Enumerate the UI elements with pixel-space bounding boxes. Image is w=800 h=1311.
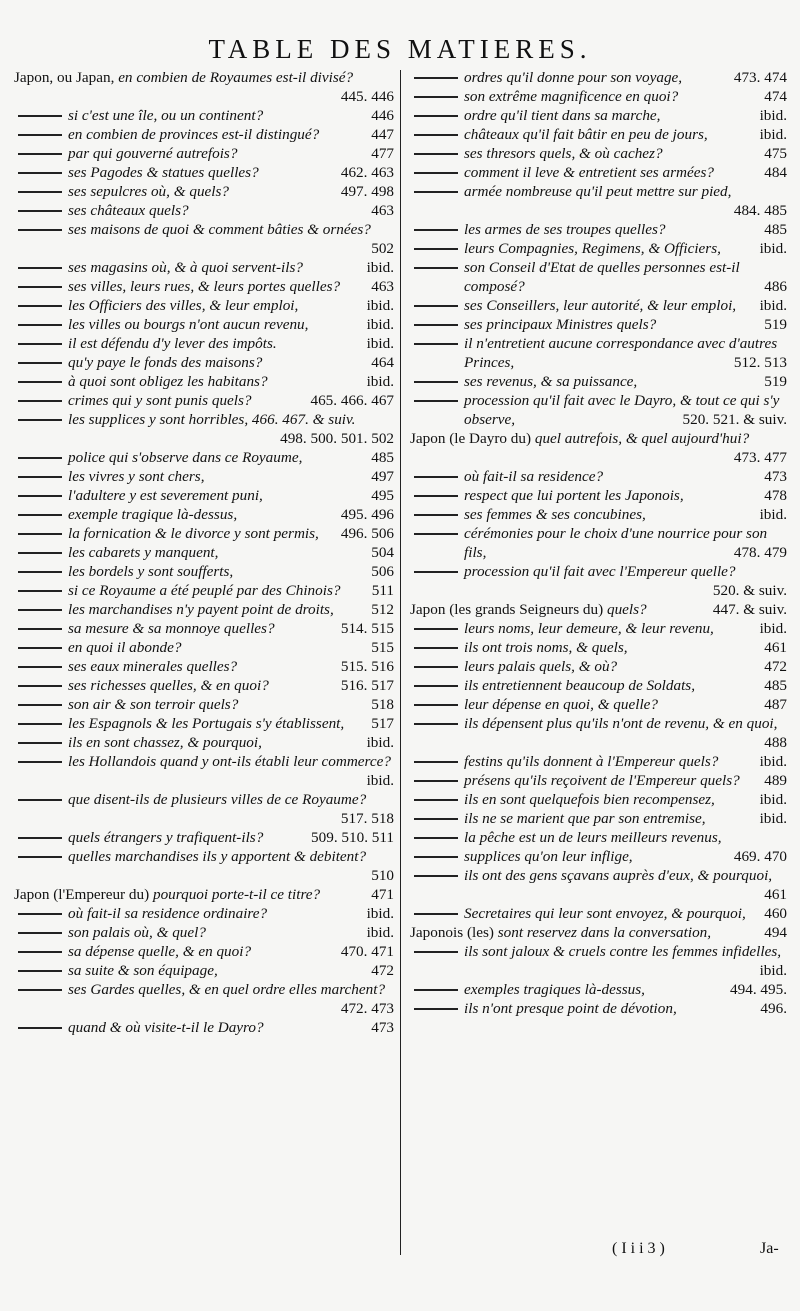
entry-text: où fait-il sa residence? bbox=[464, 468, 604, 485]
index-entry bbox=[410, 942, 787, 980]
entry-text: quel autrefois, & quel aujourd'hui? bbox=[534, 430, 750, 447]
index-entry bbox=[14, 505, 394, 524]
entry-page-ref: 471 bbox=[371, 886, 394, 903]
entry-page-ref: ibid. bbox=[759, 753, 787, 770]
entry-page-ref: ibid. bbox=[366, 772, 394, 789]
entry-text: ils n'ont presque point de dévotion, bbox=[464, 1000, 677, 1017]
entry-text: ils en sont chassez, & pourquoi, bbox=[68, 734, 262, 751]
entry-text: les Officiers des villes, & leur emploi, bbox=[68, 297, 299, 314]
index-entry bbox=[14, 258, 394, 277]
index-entry bbox=[410, 239, 787, 258]
entry-text: ils entretiennent beaucoup de Soldats, bbox=[464, 677, 696, 694]
left-column bbox=[14, 68, 394, 1037]
entry-page-ref: 485 bbox=[764, 221, 787, 238]
entry-text: supplices qu'on leur inflige, bbox=[464, 848, 633, 865]
index-entry bbox=[410, 562, 787, 600]
entry-page-ref: 447. & suiv. bbox=[712, 601, 787, 618]
index-entry bbox=[14, 885, 394, 904]
index-entry bbox=[14, 923, 394, 942]
entry-page-ref: 486 bbox=[764, 278, 787, 295]
entry-text: son extrême magnificence en quoi? bbox=[464, 88, 679, 105]
index-entry bbox=[14, 961, 394, 980]
index-entry bbox=[410, 714, 787, 752]
entry-heading: Japon (les grands Seigneurs du) bbox=[410, 601, 607, 618]
entry-page-ref: 512 bbox=[371, 601, 394, 618]
index-entry bbox=[410, 182, 787, 220]
index-entry bbox=[14, 714, 394, 733]
index-entry bbox=[410, 486, 787, 505]
index-entry bbox=[410, 638, 787, 657]
entry-page-ref: 520. 521. & suiv. bbox=[682, 411, 787, 428]
entry-text: quand & où visite-t-il le Dayro? bbox=[68, 1019, 264, 1036]
index-entry bbox=[14, 904, 394, 923]
entry-text: ses revenus, & sa puissance, bbox=[464, 373, 638, 390]
column-divider bbox=[400, 70, 401, 1255]
entry-page-ref: ibid. bbox=[366, 924, 394, 941]
index-entry bbox=[410, 334, 787, 372]
entry-text: armée nombreuse qu'il peut mettre sur pied, bbox=[464, 183, 732, 200]
entry-page-ref: 511 bbox=[371, 582, 394, 599]
signature-mark: ( I i i 3 ) bbox=[612, 1240, 665, 1257]
entry-page-ref: 446 bbox=[371, 107, 394, 124]
entry-page-ref: 496. bbox=[760, 1000, 787, 1017]
index-entry bbox=[14, 524, 394, 543]
entry-page-ref: 462. 463 bbox=[340, 164, 394, 181]
entry-text: les Espagnols & les Portugais s'y établissent, bbox=[68, 715, 345, 732]
index-entry bbox=[410, 847, 787, 866]
index-entry bbox=[14, 163, 394, 182]
index-entry bbox=[14, 334, 394, 353]
entry-page-ref: 488 bbox=[764, 734, 787, 751]
entry-page-ref: 472. 473 bbox=[340, 1000, 394, 1017]
entry-page-ref: 519 bbox=[764, 373, 787, 390]
index-entry bbox=[14, 543, 394, 562]
entry-page-ref: 463 bbox=[371, 278, 394, 295]
entry-page-ref: 475 bbox=[764, 145, 787, 162]
entry-text: les armes de ses troupes quelles? bbox=[464, 221, 666, 238]
entry-text: ses magasins où, & à quoi servent-ils? bbox=[68, 259, 303, 276]
entry-page-ref: 498. 500. 501. 502 bbox=[280, 430, 394, 447]
index-entry bbox=[14, 600, 394, 619]
entry-text: que disent-ils de plusieurs villes de ce Royaume? bbox=[68, 791, 367, 808]
entry-page-ref: ibid. bbox=[759, 107, 787, 124]
entry-page-ref: 463 bbox=[371, 202, 394, 219]
entry-text: il n'entretient aucune correspondance avec d'autres Princes, bbox=[464, 335, 778, 371]
index-entry bbox=[14, 467, 394, 486]
entry-page-ref: 473 bbox=[764, 468, 787, 485]
entry-page-ref: ibid. bbox=[759, 297, 787, 314]
index-entry bbox=[410, 676, 787, 695]
entry-page-ref: 484. 485 bbox=[733, 202, 787, 219]
entry-page-ref: 477 bbox=[371, 145, 394, 162]
entry-text: ses Pagodes & statues quelles? bbox=[68, 164, 259, 181]
index-entry bbox=[14, 847, 394, 885]
index-entry bbox=[14, 581, 394, 600]
entry-text: ses villes, leurs rues, & leurs portes quelles? bbox=[68, 278, 341, 295]
index-entry bbox=[410, 429, 787, 467]
entry-page-ref: 460 bbox=[764, 905, 787, 922]
entry-text: la fornication & le divorce y sont permis, bbox=[68, 525, 319, 542]
entry-page-ref: 473. 477 bbox=[733, 449, 787, 466]
entry-text: ses eaux minerales quelles? bbox=[68, 658, 238, 675]
index-entry bbox=[410, 372, 787, 391]
entry-page-ref: 447 bbox=[371, 126, 394, 143]
index-entry bbox=[410, 619, 787, 638]
entry-page-ref: 509. 510. 511 bbox=[311, 829, 394, 846]
entry-text: ses principaux Ministres quels? bbox=[464, 316, 657, 333]
entry-page-ref: ibid. bbox=[366, 259, 394, 276]
entry-page-ref: 465. 466. 467 bbox=[310, 392, 394, 409]
entry-page-ref: ibid. bbox=[759, 620, 787, 637]
entry-text: châteaux qu'il fait bâtir en peu de jours, bbox=[464, 126, 708, 143]
entry-page-ref: 461 bbox=[764, 886, 787, 903]
index-entry bbox=[410, 315, 787, 334]
index-entry bbox=[410, 467, 787, 486]
entry-text: ses maisons de quoi & comment bâties & ornées? bbox=[68, 221, 371, 238]
entry-text: sa mesure & sa monnoye quelles? bbox=[68, 620, 275, 637]
index-entry bbox=[410, 524, 787, 562]
entry-page-ref: 502 bbox=[371, 240, 394, 257]
entry-page-ref: ibid. bbox=[366, 297, 394, 314]
entry-text: ses Conseillers, leur autorité, & leur emploi, bbox=[464, 297, 737, 314]
entry-page-ref: 497 bbox=[371, 468, 394, 485]
entry-text: si ce Royaume a été peuplé par des Chinois? bbox=[68, 582, 341, 599]
index-entry bbox=[410, 657, 787, 676]
entry-page-ref: ibid. bbox=[759, 962, 787, 979]
entry-text: ses richesses quelles, & en quoi? bbox=[68, 677, 269, 694]
entry-text: respect que lui portent les Japonois, bbox=[464, 487, 684, 504]
entry-text: ordre qu'il tient dans sa marche, bbox=[464, 107, 661, 124]
entry-text: leurs palais quels, & où? bbox=[464, 658, 618, 675]
index-entry bbox=[410, 220, 787, 239]
entry-page-ref: ibid. bbox=[759, 126, 787, 143]
index-entry bbox=[14, 277, 394, 296]
index-entry bbox=[410, 258, 787, 296]
entry-page-ref: 519 bbox=[764, 316, 787, 333]
entry-text: l'adultere y est severement puni, bbox=[68, 487, 263, 504]
entry-page-ref: 494 bbox=[764, 924, 787, 941]
index-entry bbox=[14, 296, 394, 315]
entry-text: ses thresors quels, & où cachez? bbox=[464, 145, 663, 162]
index-entry bbox=[14, 372, 394, 391]
entry-text: comment il leve & entretient ses armées? bbox=[464, 164, 714, 181]
entry-text: ils ont trois noms, & quels, bbox=[464, 639, 628, 656]
entry-text: les supplices y sont horribles, 466. 467. & suiv. bbox=[68, 411, 356, 428]
entry-page-ref: 464 bbox=[371, 354, 394, 371]
index-entry bbox=[410, 809, 787, 828]
entry-heading: Japon, ou Japan, bbox=[14, 69, 119, 86]
entry-page-ref: 473 bbox=[371, 1019, 394, 1036]
entry-text: ses femmes & ses concubines, bbox=[464, 506, 646, 523]
entry-text: les Hollandois quand y ont-ils établi leur commerce? bbox=[68, 753, 391, 770]
entry-text: si c'est une île, ou un continent? bbox=[68, 107, 264, 124]
entry-page-ref: 497. 498 bbox=[340, 183, 394, 200]
index-entry bbox=[14, 733, 394, 752]
entry-text: ils en sont quelquefois bien recompensez, bbox=[464, 791, 715, 808]
entry-page-ref: 445. 446 bbox=[340, 88, 394, 105]
entry-page-ref: ibid. bbox=[366, 905, 394, 922]
index-entry bbox=[14, 315, 394, 334]
index-entry bbox=[14, 410, 394, 448]
entry-text: les cabarets y manquent, bbox=[68, 544, 219, 561]
index-entry bbox=[14, 448, 394, 467]
page-title: TABLE DES MATIERES. bbox=[208, 34, 592, 64]
entry-heading: Japon (l'Empereur du) bbox=[14, 886, 153, 903]
index-entry bbox=[14, 695, 394, 714]
entry-text: crimes qui y sont punis quels? bbox=[68, 392, 252, 409]
entry-page-ref: 514. 515 bbox=[340, 620, 394, 637]
index-entry bbox=[410, 771, 787, 790]
entry-text: la pêche est un de leurs meilleurs revenus, bbox=[464, 829, 722, 846]
entry-text: cérémonies pour le choix d'une nourrice pour son fils, bbox=[464, 525, 768, 561]
entry-text: les bordels y sont soufferts, bbox=[68, 563, 234, 580]
entry-text: procession qu'il fait avec l'Empereur quelle? bbox=[464, 563, 736, 580]
entry-text: son Conseil d'Etat de quelles personnes est-il composé? bbox=[464, 259, 740, 295]
index-entry bbox=[410, 87, 787, 106]
entry-text: ils ne se marient que par son entremise, bbox=[464, 810, 706, 827]
entry-text: leurs noms, leur demeure, & leur revenu, bbox=[464, 620, 714, 637]
entry-text: en combien de Royaumes est-il divisé? bbox=[118, 69, 354, 86]
entry-text: procession qu'il fait avec le Dayro, & tout ce qui s'y observe, bbox=[464, 392, 780, 428]
entry-text: sa dépense quelle, & en quoi? bbox=[68, 943, 252, 960]
entry-text: pourquoi porte-t-il ce titre? bbox=[152, 886, 321, 903]
entry-page-ref: ibid. bbox=[366, 316, 394, 333]
index-entry bbox=[14, 391, 394, 410]
entry-page-ref: 520. & suiv. bbox=[712, 582, 787, 599]
entry-page-ref: ibid. bbox=[759, 791, 787, 808]
index-entry bbox=[410, 125, 787, 144]
entry-text: festins qu'ils donnent à l'Empereur quels? bbox=[464, 753, 719, 770]
entry-text: ils ont des gens sçavans auprès d'eux, & pourquoi, bbox=[464, 867, 773, 884]
index-entry bbox=[410, 790, 787, 809]
index-entry bbox=[14, 486, 394, 505]
entry-page-ref: 472 bbox=[371, 962, 394, 979]
entry-page-ref: 484 bbox=[764, 164, 787, 181]
index-entry bbox=[14, 790, 394, 828]
entry-text: présens qu'ils reçoivent de l'Empereur quels? bbox=[464, 772, 740, 789]
entry-page-ref: ibid. bbox=[366, 335, 394, 352]
index-entry bbox=[410, 904, 787, 923]
entry-page-ref: 469. 470 bbox=[733, 848, 787, 865]
entry-text: sont reservez dans la conversation, bbox=[497, 924, 712, 941]
index-entry bbox=[14, 980, 394, 1018]
entry-text: qu'y paye le fonds des maisons? bbox=[68, 354, 263, 371]
index-entry bbox=[14, 125, 394, 144]
entry-text: par qui gouverné autrefois? bbox=[68, 145, 238, 162]
entry-page-ref: 494. 495. bbox=[730, 981, 787, 998]
catchword: Ja- bbox=[760, 1240, 779, 1257]
entry-page-ref: 472 bbox=[764, 658, 787, 675]
index-entry bbox=[410, 144, 787, 163]
entry-text: ordres qu'il donne pour son voyage, bbox=[464, 69, 683, 86]
entry-text: son palais où, & quel? bbox=[68, 924, 206, 941]
entry-page-ref: ibid. bbox=[759, 810, 787, 827]
entry-page-ref: 515. 516 bbox=[340, 658, 394, 675]
entry-text: ses châteaux quels? bbox=[68, 202, 189, 219]
index-entry bbox=[14, 619, 394, 638]
index-entry bbox=[14, 106, 394, 125]
entry-page-ref: 474 bbox=[764, 88, 787, 105]
index-entry bbox=[14, 562, 394, 581]
index-entry bbox=[410, 106, 787, 125]
entry-heading: Japonois (les) bbox=[410, 924, 498, 941]
index-entry bbox=[410, 999, 787, 1018]
index-entry bbox=[14, 828, 394, 847]
entry-page-ref: 496. 506 bbox=[340, 525, 394, 542]
entry-page-ref: 473. 474 bbox=[733, 69, 787, 86]
entry-page-ref: 518 bbox=[371, 696, 394, 713]
entry-page-ref: 470. 471 bbox=[340, 943, 394, 960]
entry-page-ref: ibid. bbox=[759, 506, 787, 523]
index-entry bbox=[14, 353, 394, 372]
entry-text: leurs Compagnies, Regimens, & Officiers, bbox=[464, 240, 721, 257]
entry-text: Secretaires qui leur sont envoyez, & pourquoi, bbox=[464, 905, 746, 922]
index-entry bbox=[410, 68, 787, 87]
entry-text: police qui s'observe dans ce Royaume, bbox=[68, 449, 303, 466]
entry-page-ref: 512. 513 bbox=[733, 354, 787, 371]
entry-page-ref: 515 bbox=[371, 639, 394, 656]
index-entry bbox=[14, 752, 394, 790]
entry-text: ses sepulcres où, & quels? bbox=[68, 183, 229, 200]
entry-text: quels étrangers y trafiquent-ils? bbox=[68, 829, 264, 846]
index-entry bbox=[14, 676, 394, 695]
entry-page-ref: 506 bbox=[371, 563, 394, 580]
index-entry bbox=[14, 182, 394, 201]
entry-text: les marchandises n'y payent point de droits, bbox=[68, 601, 334, 618]
entry-text: en quoi il abonde? bbox=[68, 639, 182, 656]
entry-text: exemples tragiques là-dessus, bbox=[464, 981, 645, 998]
entry-text: à quoi sont obligez les habitans? bbox=[68, 373, 268, 390]
index-entry bbox=[410, 866, 787, 904]
index-entry bbox=[410, 695, 787, 714]
entry-page-ref: 485 bbox=[764, 677, 787, 694]
entry-text: ses Gardes quelles, & en quel ordre elles marchent? bbox=[68, 981, 386, 998]
entry-text: quelles marchandises ils y apportent & debitent? bbox=[68, 848, 367, 865]
index-entry bbox=[14, 638, 394, 657]
entry-page-ref: 504 bbox=[371, 544, 394, 561]
entry-text: les villes ou bourgs n'ont aucun revenu, bbox=[68, 316, 309, 333]
entry-page-ref: ibid. bbox=[366, 373, 394, 390]
index-entry bbox=[410, 391, 787, 429]
entry-text: où fait-il sa residence ordinaire? bbox=[68, 905, 268, 922]
index-entry bbox=[410, 296, 787, 315]
entry-page-ref: 510 bbox=[371, 867, 394, 884]
entry-page-ref: 495. 496 bbox=[340, 506, 394, 523]
entry-page-ref: 478. 479 bbox=[733, 544, 787, 561]
entry-text: leur dépense en quoi, & quelle? bbox=[464, 696, 659, 713]
index-entry bbox=[14, 220, 394, 258]
index-entry bbox=[14, 657, 394, 676]
index-entry bbox=[14, 942, 394, 961]
index-entry bbox=[14, 68, 394, 106]
entry-text: en combien de provinces est-il distingué? bbox=[68, 126, 320, 143]
entry-text: les vivres y sont chers, bbox=[68, 468, 205, 485]
index-entry bbox=[410, 600, 787, 619]
entry-text: quels? bbox=[606, 601, 647, 618]
right-column bbox=[410, 68, 787, 1018]
entry-heading: Japon (le Dayro du) bbox=[410, 430, 535, 447]
entry-page-ref: 461 bbox=[764, 639, 787, 656]
index-entry bbox=[410, 163, 787, 182]
index-entry bbox=[14, 1018, 394, 1037]
entry-page-ref: ibid. bbox=[366, 734, 394, 751]
entry-page-ref: ibid. bbox=[759, 240, 787, 257]
index-entry bbox=[410, 505, 787, 524]
entry-text: ils sont jaloux & cruels contre les femmes infidelles, bbox=[464, 943, 782, 960]
entry-text: exemple tragique là-dessus, bbox=[68, 506, 238, 523]
entry-page-ref: 517 bbox=[371, 715, 394, 732]
index-entry bbox=[410, 980, 787, 999]
entry-text: sa suite & son équipage, bbox=[68, 962, 218, 979]
entry-page-ref: 516. 517 bbox=[340, 677, 394, 694]
index-entry bbox=[410, 752, 787, 771]
index-entry bbox=[14, 144, 394, 163]
entry-page-ref: 478 bbox=[764, 487, 787, 504]
entry-text: il est défendu d'y lever des impôts. bbox=[68, 335, 277, 352]
index-entry bbox=[410, 828, 787, 847]
index-entry bbox=[14, 201, 394, 220]
index-entry bbox=[410, 923, 787, 942]
entry-page-ref: 495 bbox=[371, 487, 394, 504]
entry-text: son air & son terroir quels? bbox=[68, 696, 239, 713]
entry-text: ils dépensent plus qu'ils n'ont de revenu, & en quoi, bbox=[464, 715, 778, 732]
entry-page-ref: 489 bbox=[764, 772, 787, 789]
entry-page-ref: 487 bbox=[764, 696, 787, 713]
entry-page-ref: 485 bbox=[371, 449, 394, 466]
entry-page-ref: 517. 518 bbox=[340, 810, 394, 827]
